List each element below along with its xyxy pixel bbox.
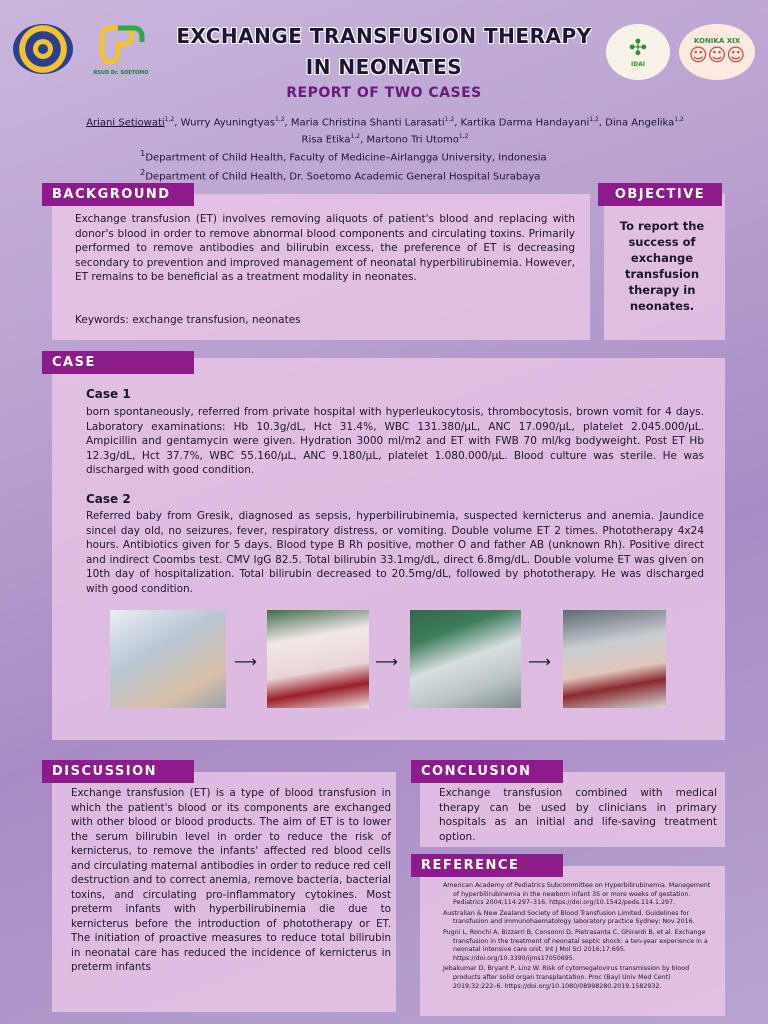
reference-item: Jebakumar D, Bryant P, Linz W. Risk of cytomegalovirus transmission by blood products after solid organ transplantation. Proc (Bayl Univ Med Cent) 2019;32:222–6. https://doi.org/10.1080/08998280.2019.1582932. <box>443 965 690 990</box>
author-name: Wurry Ayuningtyas <box>180 117 275 129</box>
poster-title-line2: IN NEONATES <box>305 55 463 79</box>
procedure-photo-2 <box>267 610 369 708</box>
author-affil-mark: 1,2 <box>164 116 175 123</box>
affiliation-text: Department of Child Health, Dr. Soetomo Academic General Hospital Surabaya <box>145 171 541 183</box>
affiliations <box>140 146 640 185</box>
affiliation-line <box>140 146 640 165</box>
affiliation-number: 1 <box>140 148 146 158</box>
reference-item: American Academy of Pediatrics Subcommittee on Hyperbilirubinemia. Management of hyperbilirubinemia in the newborn infant 35 or more weeks of gestation. Pediatrics 2004;114:297–316. https://doi.org/10.1542/peds.114.1.297. <box>443 882 711 907</box>
author-affil-mark: 1,2 <box>350 133 361 141</box>
author-list: Ariani Setiowati$^{1,2}$, Wurry Ayuningtyas$^{1,2}$, Maria Christina Shanti Larasati$^{1,2}$, Kartika Darma Handayani$^{1,2}$, Dina Angelika$^{1,2}$ Risa Etika$^{1,2}$, Martono Tri Utomo$^{1,2}$ <box>86 116 684 146</box>
rsud-caption: RSUD Dr. SOETOMO <box>93 70 149 76</box>
case1-title: Case 1 <box>86 387 131 401</box>
author-affil-mark: 1,2 <box>458 133 469 141</box>
poster-subtitle: REPORT OF TWO CASES <box>286 85 482 101</box>
procedure-photo-1 <box>110 610 226 708</box>
discussion-text: Exchange transfusion (ET) is a type of blood transfusion in which the patient's blood or its components are exchanged with other blood or blood products. The aim of ET is to lower the serum bilirubin level in order to reduce the risk of kernicterus, to remove the infants' affected red blood cells and circulating maternal antibodies in order to reduce red cell destruction and to correct anemia, remove bacteria, bacterial toxins, and circulating pro-inflammatory cytokines. Most preterm infants with hyperbilirubinemia die due to kernicterus before the introduction of phototherapy or ET. The initiation of proactive measures to reduce total bilirubin in neonatal care has reduced the incidence of kernicterus in preterm infants <box>71 787 391 973</box>
reference-heading: REFERENCE <box>411 854 563 877</box>
case-heading: CASE <box>42 351 194 374</box>
author-name: Martono Tri Utomo <box>366 134 459 146</box>
reference-list <box>443 882 715 993</box>
idai-emblem-icon: ✣ <box>628 35 648 61</box>
conclusion-text: Exchange transfusion combined with medical therapy can be used by clinicians in primary hospitals as an initial and life-saving treatment option. <box>439 787 717 843</box>
case2-title: Case 2 <box>86 492 131 506</box>
procedure-photo-4 <box>563 610 666 708</box>
case2-text: Referred baby from Gresik, diagnosed as sepsis, hyperbilirubinemia, suspected kernicterus and anemia. Jaundice sincel day old, no seizures, fever, respiratory distress, or vomiting. Double volume ET 2 times. Phototherapy 4x24 hours. Antibiotics given for 5 days. Blood type B Rh positive, mother O and father AB (unknown Rh). Positive direct and indirect Coombs test. CMV IgG 82.5. Total bilirubin 33.1mg/dL, direct 6.8mg/dL. Double volume ET was given on 10th day of hospitalization. Total bilirubin decreased to 20.5mg/dL, followed by phototherapy. He was discharged with good condition. <box>86 510 704 595</box>
affiliation-line <box>140 165 640 184</box>
reference-item: Pugni L, Ronchi A, Bizzarri B, Consonni D, Pietrasanta C, Ghirardi B, et al. Exchange transfusion in the treatment of neonatal septic shock: a ten-year experience in a neonatal intensive care unit. Int J Mol Sci 2016;17:695. https://doi.org/10.3390/ijms17050695. <box>443 928 708 962</box>
idai-caption: IDAI <box>630 60 646 68</box>
arrow-right-icon: ⟶ <box>528 652 551 671</box>
author-affil-mark: 1,2 <box>444 116 455 123</box>
background-heading: BACKGROUND <box>42 183 194 206</box>
background-text: Exchange transfusion (ET) involves removing aliquots of patient's blood and replacing with donor's blood in order to remove abnormal blood components and circulating toxins. Primarily performed to remove antibodies and bilirubin excess, the preference of ET is decreasing secondary to prevention and improved management of neonatal hyperbilirubinemia. However, ET remains to be beneficial as a treatment modality in neonates. <box>75 213 575 284</box>
author-affil-mark: 1,2 <box>275 116 285 123</box>
conclusion-heading: CONCLUSION <box>411 760 563 783</box>
discussion-heading: DISCUSSION <box>42 760 194 783</box>
procedure-photo-3 <box>410 610 521 708</box>
author-name: Kartika Darma Handayani <box>460 117 590 129</box>
keywords-text: Keywords: exchange transfusion, neonates <box>75 314 301 326</box>
konika-mascots-icon: ☺☺☺ <box>688 45 746 66</box>
arrow-right-icon: ⟶ <box>234 652 257 671</box>
case1-text: born spontaneously, referred from private hospital with hyperleukocytosis, thrombocytosis, brown vomit for 4 days. Laboratory examinations: Hb 10.3g/dL, Hct 31.4%, WBC 131.380/µL, ANC 17.090/µL, platelet 2.045.000/µL. Ampicillin and gentamycin were given. Hydration 3000 ml/m2 and ET with FWB 70 ml/kg bodyweight. Post ET Hb 12.3g/dL, Hct 37.7%, WBC 55.160/µL, ANC 9.180/µL, platelet 1.080.000/µL. Blood culture was sterile. He was discharged with good condition. <box>86 406 704 477</box>
author-affil-mark: 1,2 <box>589 116 599 123</box>
author-name: Dina Angelika <box>605 117 675 129</box>
poster-title-line1: EXCHANGE TRANSFUSION THERAPY <box>176 24 592 48</box>
objective-heading: OBJECTIVE <box>598 183 722 206</box>
reference-item: Australian & New Zealand Society of Blood Transfusion Limited. Guidelines for transfusion and immunohaematology laboratory practice Sydney: Nov 2016. <box>443 909 695 926</box>
author-affil-mark: 1,2 <box>674 116 684 123</box>
affiliation-text: Department of Child Health, Faculty of Medicine–Airlangga University, Indonesia <box>145 152 547 164</box>
konika-label: KONIKA XIX <box>693 37 741 45</box>
author-name: Ariani Setiowati <box>86 117 165 129</box>
author-name: Maria Christina Shanti Larasati <box>290 117 445 129</box>
affiliation-number: 2 <box>140 167 146 178</box>
arrow-right-icon: ⟶ <box>375 652 398 671</box>
author-name: Risa Etika <box>301 134 351 146</box>
objective-text: To report the success of exchange transfusion therapy in neonates. <box>619 219 705 313</box>
